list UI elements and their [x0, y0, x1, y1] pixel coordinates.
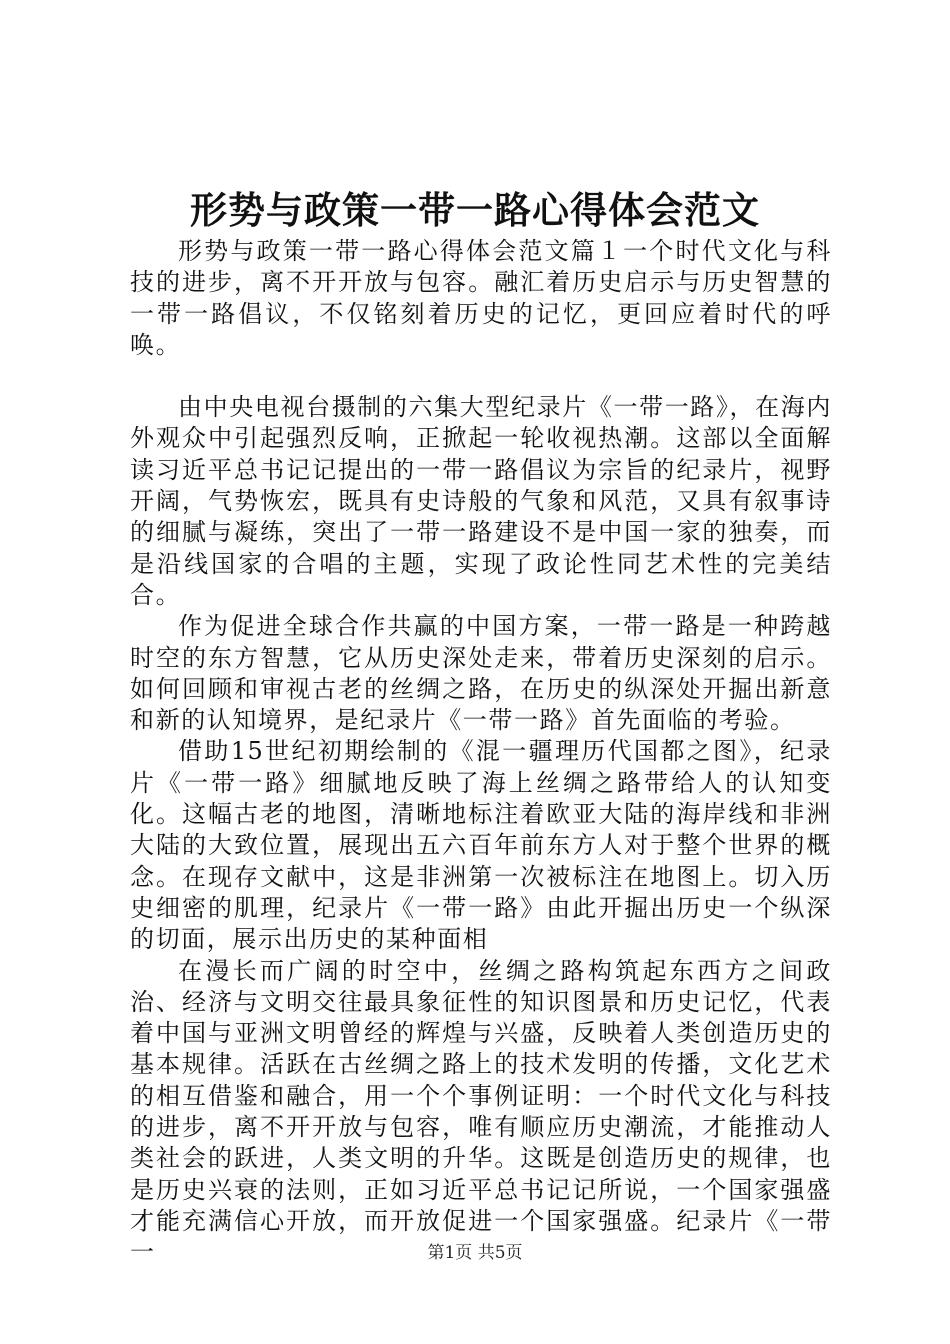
paragraph-1: 形势与政策一带一路心得体会范文篇１一个时代文化与科技的进步，离不开开放与包容。融汇着历史启示与历史智慧的一带一路倡议，不仅铭刻着历史的记忆，更回应着时代的呼唤。	[130, 237, 832, 359]
document-body	[130, 236, 832, 1269]
paragraph-2: 由中央电视台摄制的六集大型纪录片《一带一路》，在海内外观众中引起强烈反响，正掀起一轮收视热潮。这部以全面解读习近平总书记记提出的一带一路倡议为宗旨的纪录片，视野开阔，气势恢宏，既具有史诗般的气象和风范，又具有叙事诗的细腻与凝练，突出了一带一路建设不是中国一家的独奏，而是沿线国家的合唱的主题，实现了政论性同艺术性的完美结合。	[130, 393, 832, 609]
paragraph-5: 在漫长而广阔的时空中，丝绸之路构筑起东西方之间政治、经济与文明交往最具象征性的知识图景和历史记忆，代表着中国与亚洲文明曾经的辉煌与兴盛，反映着人类创造历史的基本规律。活跃在古丝绸之路上的技术发明的传播，文化艺术的相互借鉴和融合，用一个个事例证明：一个时代文化与科技的进步，离不开开放与包容，唯有顺应历史潮流，才能推动人类社会的跃进，人类文明的升华。这既是创造历史的规律，也是历史兴衰的法则，正如习近平总书记记所说，一个国家强盛才能充满信心开放，而开放促进一个国家强盛。纪录片《一带一	[130, 956, 832, 1267]
paragraph-3: 作为促进全球合作共赢的中国方案，一带一路是一种跨越时空的东方智慧，它从历史深处走来，带着历史深刻的启示。如何回顾和审视古老的丝绸之路，在历史的纵深处开掘出新意和新的认知境界，是纪录片《一带一路》首先面临的考验。	[130, 612, 832, 735]
paragraph-4: 借助15世纪初期绘制的《混一疆理历代国都之图》，纪录片《一带一路》细腻地反映了海上丝绸之路带给人的认知变化。这幅古老的地图，清晰地标注着欧亚大陆的海岸线和非洲大陆的大致位置，展现出五六百年前东方人对于整个世界的概念。在现存文献中，这是非洲第一次被标注在地图上。切入历史细密的肌理，纪录片《一带一路》由此开掘出历史一个纵深的切面，展示出历史的某种面相	[130, 737, 832, 954]
page-number-footer: 第1页 共5页	[427, 1243, 523, 1263]
document-title: 形势与政策一带一路心得体会范文	[190, 188, 760, 232]
